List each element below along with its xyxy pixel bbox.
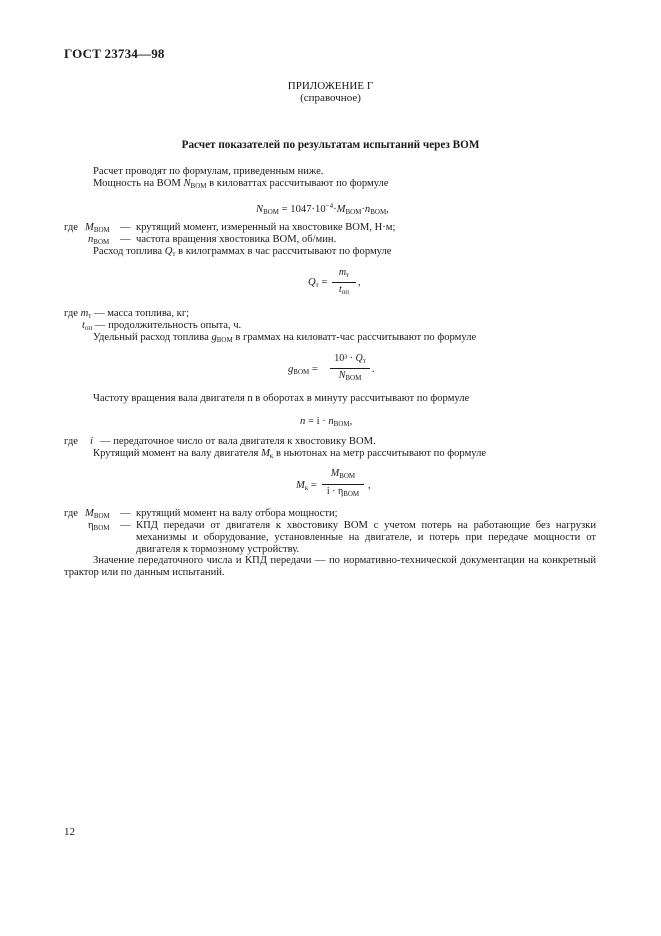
- def-eta-bom-symbol: $\eta_{ВОМ}$: [88, 520, 110, 532]
- specific-fraction-bar: [330, 368, 370, 369]
- specific-formula-numerator: $10^3 \cdot Q_т$: [334, 353, 366, 365]
- page-number: 12: [64, 826, 75, 838]
- appendix-title: ПРИЛОЖЕНИЕ Г: [287, 80, 374, 92]
- specific-formula-lhs: $g_{ВОМ}$ =: [288, 364, 318, 376]
- def-m-bom-symbol: $M_{ВОМ}$: [85, 222, 110, 234]
- standard-header: ГОСТ 23734—98: [64, 46, 165, 61]
- speed-formula: $n = i \cdot n_{ВОМ}$,: [300, 416, 353, 428]
- specific-formula-period: .: [372, 364, 375, 375]
- specific-fuel-paragraph: Удельный расход топлива $g_{ВОМ}$ в граммах на киловатт-час рассчитывают по формуле: [93, 332, 477, 344]
- def-where-4: где: [64, 508, 78, 519]
- def-dash-2: —: [120, 234, 131, 245]
- def-n-bom-text: частота вращения хвостовика ВОМ, об/мин.: [136, 234, 337, 245]
- section-title: Расчет показателей по результатам испытаний через ВОМ: [181, 139, 480, 151]
- power-formula: $N_{ВОМ} = 1047\cdot 10^{-4}\cdot M_{ВОМ}\cdot n_{ВОМ}$,: [256, 202, 389, 216]
- def-dash-3: —: [120, 508, 131, 519]
- fuel-formula-comma: ,: [358, 277, 361, 288]
- def-dash-1: —: [120, 222, 131, 233]
- def-eta-bom-text: КПД передачи от двигателя к хвостовику ВОМ с учетом потерь на работающие без нагрузки механизмы и оборудование, установленные на двигателе, и потерь при передаче мощности от двигателя к тормозному устройству.: [136, 520, 596, 555]
- fuel-formula-denominator: $t_{оп}$: [338, 284, 350, 296]
- torque-formula-denominator: $i \cdot \eta_{ВОМ}$: [326, 486, 360, 498]
- power-paragraph: Мощность на ВОМ $N_{ВОМ}$ в киловаттах рассчитывают по формуле: [93, 178, 389, 190]
- def-i-symbol: i: [90, 436, 93, 447]
- def-where-2: где $m_т$ — масса топлива, кг;: [64, 308, 190, 320]
- appendix-subtitle: (справочное): [300, 92, 361, 104]
- def-where-3: где: [64, 436, 78, 447]
- final-paragraph: Значение передаточного числа и КПД передачи — по нормативно-технической документации на конкретный трактор или по данным испытаний.: [64, 555, 596, 578]
- def-dash-4: —: [120, 520, 131, 531]
- def-m-bom-text: крутящий момент, измеренный на хвостовике ВОМ, Н·м;: [136, 222, 396, 233]
- torque-formula-comma: ,: [368, 480, 371, 491]
- def-where-1: где: [64, 222, 78, 233]
- intro-paragraph: Расчет проводят по формулам, приведенным ниже.: [93, 166, 324, 177]
- def-n-bom-symbol: $n_{ВОМ}$: [88, 234, 110, 246]
- torque-formula-numerator: $M_{ВОМ}$: [330, 468, 356, 480]
- def-m-bom-symbol-2: $M_{ВОМ}$: [85, 508, 110, 520]
- specific-formula-denominator: $N_{ВОМ}$: [338, 370, 362, 382]
- fuel-fraction-bar: [332, 282, 356, 283]
- torque-fraction-bar: [322, 484, 364, 485]
- def-t-op: $t_{оп}$ — продолжительность опыта, ч.: [82, 320, 242, 332]
- fuel-formula-numerator: $m_т$: [338, 267, 350, 279]
- fuel-paragraph: Расход топлива $Q_т$ в килограммах в час рассчитывают по формуле: [93, 246, 392, 258]
- speed-paragraph: Частоту вращения вала двигателя n в оборотах в минуту рассчитывают по формуле: [93, 393, 470, 404]
- torque-formula-lhs: $M_к$ =: [296, 480, 317, 492]
- torque-paragraph: Крутящий момент на валу двигателя $M_к$ в ньютонах на метр рассчитывают по формуле: [93, 448, 487, 460]
- def-i-text: — передаточное число от вала двигателя к хвостовику ВОМ.: [100, 436, 376, 447]
- fuel-formula-lhs: $Q_т$ =: [308, 277, 328, 289]
- def-m-bom-text-2: крутящий момент на валу отбора мощности;: [136, 508, 338, 519]
